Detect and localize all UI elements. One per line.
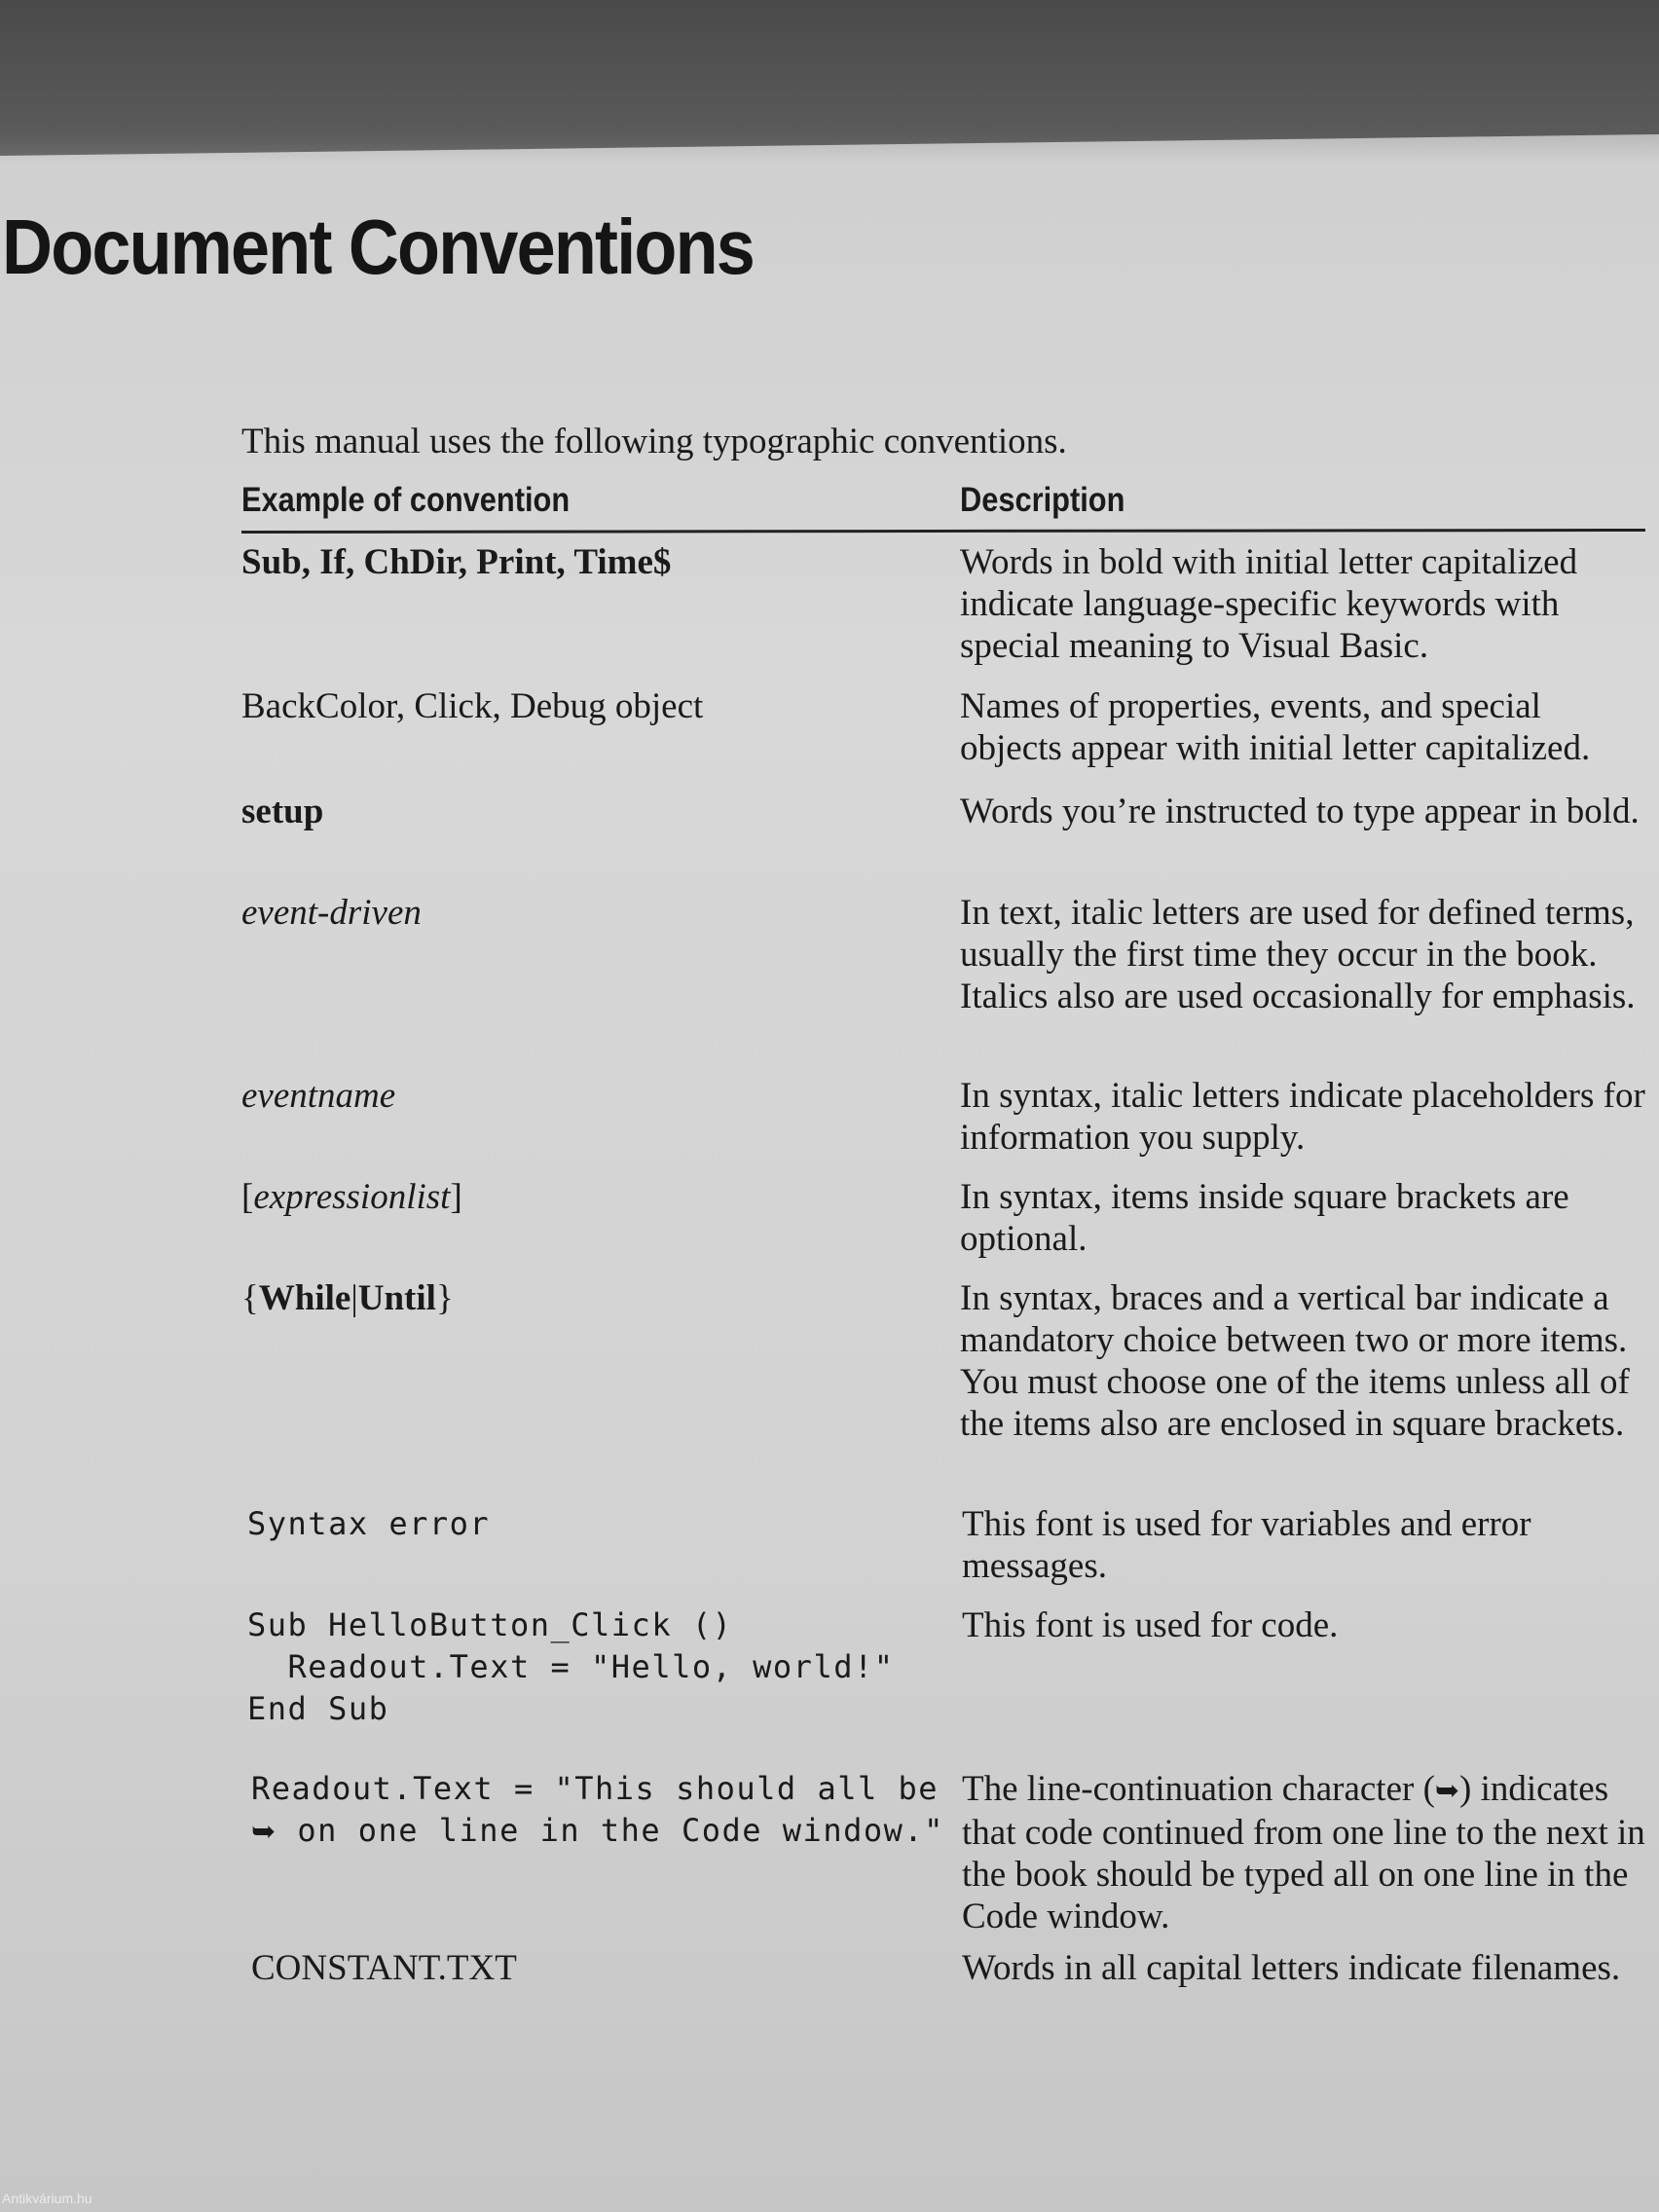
watermark-text: Antikvárium.hu: [2, 2191, 92, 2206]
example-keyword: If: [319, 542, 346, 582]
bracket: ]: [450, 1177, 462, 1217]
example-placeholder: expressionlist: [253, 1177, 451, 1217]
description-part: ) indicates that code continued from one line to the next in the book should be typed all on one line in the Code window.: [962, 1769, 1645, 1936]
description-part: The line-continuation character (: [962, 1769, 1435, 1809]
separator: ,: [556, 542, 574, 582]
example-text: BackColor, Click, Debug object: [241, 686, 704, 726]
example-text: event-driven: [241, 893, 422, 933]
column-header-description: Description: [960, 481, 1125, 519]
description-text: This font is used for code.: [962, 1605, 1339, 1645]
continuation-arrow-icon: ➥: [1434, 1774, 1460, 1808]
example-keyword: Sub: [241, 542, 302, 582]
example-braces: [241, 1277, 923, 1319]
description-text: In syntax, items inside square brackets are optional.: [960, 1177, 1569, 1259]
separator: ,: [301, 542, 320, 582]
description-text: This font is used for variables and error messages.: [962, 1504, 1531, 1586]
example-keyword: Print: [476, 542, 557, 582]
page-title: Document Conventions: [2, 203, 755, 290]
description-text: Words in bold with initial letter capitalized indicate language-specific keywords with special meaning to Visual Basic.: [960, 542, 1578, 666]
description-text: In syntax, braces and a vertical bar indicate a mandatory choice between two or more items. You must choose one of the items unless all of the items also are enclosed in square brackets.: [960, 1278, 1630, 1444]
column-header-example: Example of convention: [241, 481, 571, 519]
description-text: In syntax, italic letters indicate placeholders for information you supply.: [960, 1076, 1645, 1158]
example-keyword: Until: [357, 1278, 436, 1318]
example-text: eventname: [241, 1076, 396, 1116]
vertical-bar: |: [350, 1278, 358, 1318]
code-line: on one line in the Code window.": [276, 1812, 944, 1849]
intro-text: This manual uses the following typographic conventions.: [241, 422, 1067, 461]
continuation-arrow-icon: ➥: [251, 1815, 277, 1849]
example-continuation: [251, 1768, 944, 1853]
description-text: Words in all capital letters indicate filenames.: [962, 1948, 1621, 1988]
brace: {: [241, 1278, 259, 1318]
example-keyword: ChDir: [363, 542, 459, 582]
description-text: In text, italic letters are used for defined terms, usually the first time they occur in the book. Italics also are used occasionally for emphasis.: [960, 893, 1636, 1016]
example-keywords: [241, 541, 923, 583]
code-line: Readout.Text = "This should all be: [251, 1770, 940, 1807]
example-text: setup: [241, 792, 324, 831]
example-keyword: Time$: [573, 542, 672, 582]
description-text: [962, 1768, 1649, 1937]
separator: ,: [345, 542, 364, 582]
example-code-block: Sub HelloButton_Click () Readout.Text = "Hello, world!" End Sub: [247, 1606, 895, 1727]
example-brackets: [241, 1176, 923, 1218]
separator: ,: [458, 542, 477, 582]
bracket: [: [241, 1177, 254, 1217]
description-text: Words you’re instructed to type appear in bold.: [960, 792, 1640, 831]
header-rule: [241, 529, 1645, 534]
example-keyword: While: [258, 1278, 351, 1318]
brace: }: [435, 1278, 454, 1318]
example-text: CONSTANT.TXT: [251, 1948, 517, 1988]
example-text: Syntax error: [247, 1505, 491, 1542]
background-top-band: [0, 0, 1659, 156]
description-text: Names of properties, events, and special objects appear with initial letter capitalized.: [960, 686, 1591, 768]
